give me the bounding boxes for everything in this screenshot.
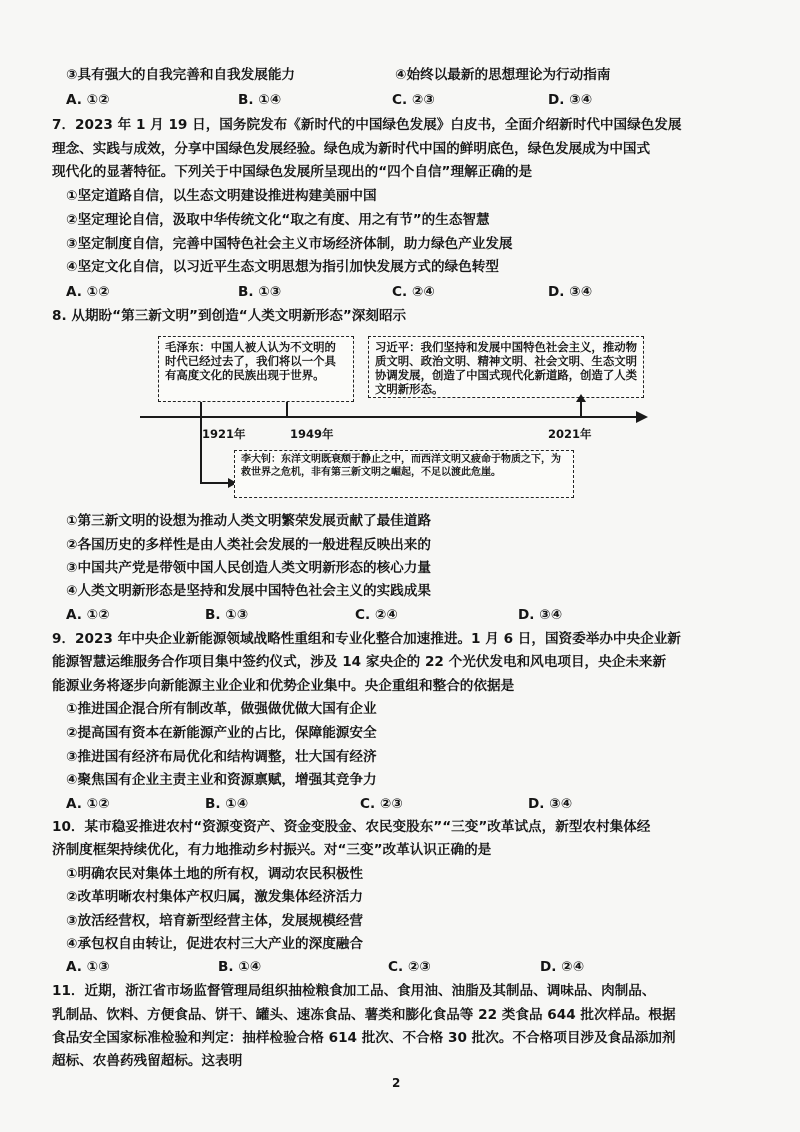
civilization-timeline-diagram bbox=[140, 330, 660, 500]
q6-option-d[interactable]: D. ③④ bbox=[548, 92, 593, 108]
li-quote-box: 李大钊：东洋文明既衰颓于静止之中，而西洋文明又疲命于物质之下，为救世界之危机，非有第三新文明之崛起，不足以渡此危崖。 bbox=[234, 450, 574, 498]
q10-option-d[interactable]: D. ②④ bbox=[540, 959, 585, 975]
timeline-axis bbox=[140, 416, 638, 418]
q9-option-a[interactable]: A. ①② bbox=[66, 796, 110, 812]
q6-statement-3: ③具有强大的自我完善和自我发展能力 bbox=[66, 67, 296, 83]
year-1921: 1921年 bbox=[202, 427, 246, 441]
q8-statement-3: ③中国共产党是带领中国人民创造人类文明新形态的核心力量 bbox=[66, 560, 431, 576]
q8-option-b[interactable]: B. ①③ bbox=[205, 607, 249, 623]
connector-1921 bbox=[200, 402, 202, 484]
timeline-arrow-icon bbox=[636, 411, 648, 423]
q10-statement-2: ②改革明晰农村集体产权归属，激发集体经济活力 bbox=[66, 889, 363, 905]
q7-stem-line-2: 理念、实践与成效，分享中国绿色发展经验。绿色成为新时代中国的鲜明底色，绿色发展成为中国式 bbox=[52, 141, 651, 157]
q7-option-a[interactable]: A. ①② bbox=[66, 284, 110, 300]
connector-1949 bbox=[286, 402, 288, 417]
q10-stem-line-1: 10．某市稳妥推进农村“资源变资产、资金变股金、农民变股东”“三变”改革试点，新型农村集体经 bbox=[52, 819, 651, 835]
xi-quote-box: 习近平：我们坚持和发展中国特色社会主义，推动物质文明、政治文明、精神文明、社会文明、生态文明协调发展，创造了中国式现代化新道路，创造了人类文明新形态。 bbox=[368, 336, 644, 398]
connector-2021 bbox=[580, 400, 582, 417]
q10-statement-4: ④承包权自由转让，促进农村三大产业的深度融合 bbox=[66, 936, 363, 952]
q8-statement-2: ②各国历史的多样性是由人类社会发展的一般进程反映出来的 bbox=[66, 537, 431, 553]
q9-option-c[interactable]: C. ②③ bbox=[360, 796, 403, 812]
q9-stem-line-3: 能源业务将逐步向新能源主业企业和优势企业集中。央企重组和整合的依据是 bbox=[52, 678, 515, 694]
q7-option-c[interactable]: C. ②④ bbox=[392, 284, 435, 300]
q11-stem-line-1: 11．近期，浙江省市场监督管理局组织抽检粮食加工品、食用油、油脂及其制品、调味品、肉制品、 bbox=[52, 983, 656, 999]
q7-statement-2: ②坚定理论自信，汲取中华传统文化“取之有度、用之有节”的生态智慧 bbox=[66, 212, 490, 228]
q10-statement-1: ①明确农民对集体土地的所有权，调动农民积极性 bbox=[66, 866, 363, 882]
q7-statement-4: ④坚定文化自信，以习近平生态文明思想为指引加快发展方式的绿色转型 bbox=[66, 259, 499, 275]
q8-option-a[interactable]: A. ①② bbox=[66, 607, 110, 623]
q7-option-b[interactable]: B. ①③ bbox=[238, 284, 282, 300]
year-2021: 2021年 bbox=[548, 427, 592, 441]
year-1949: 1949年 bbox=[290, 427, 334, 441]
q8-option-d[interactable]: D. ③④ bbox=[518, 607, 563, 623]
q10-option-a[interactable]: A. ①③ bbox=[66, 959, 110, 975]
mao-quote-box: 毛泽东：中国人被人认为不文明的时代已经过去了，我们将以一个具有高度文化的民族出现于世界。 bbox=[158, 336, 354, 402]
q7-statement-3: ③坚定制度自信，完善中国特色社会主义市场经济体制，助力绿色产业发展 bbox=[66, 236, 513, 252]
q10-option-b[interactable]: B. ①④ bbox=[218, 959, 262, 975]
q7-statement-1: ①坚定道路自信，以生态文明建设推进构建美丽中国 bbox=[66, 188, 377, 204]
q9-option-d[interactable]: D. ③④ bbox=[528, 796, 573, 812]
q9-statement-4: ④聚焦国有企业主责主业和资源禀赋，增强其竞争力 bbox=[66, 772, 377, 788]
q6-option-b[interactable]: B. ①④ bbox=[238, 92, 282, 108]
q9-stem-line-2: 能源智慧运维服务合作项目集中签约仪式，涉及 14 家央企的 22 个光伏发电和风电项目，央企未来新 bbox=[52, 654, 667, 670]
q10-option-c[interactable]: C. ②③ bbox=[388, 959, 431, 975]
q8-statement-4: ④人类文明新形态是坚持和发展中国特色社会主义的实践成果 bbox=[66, 583, 431, 599]
q6-statement-4: ④始终以最新的思想理论为行动指南 bbox=[395, 67, 611, 83]
q9-statement-2: ②提高国有资本在新能源产业的占比，保障能源安全 bbox=[66, 725, 377, 741]
q9-statement-3: ③推进国有经济布局优化和结构调整，壮大国有经济 bbox=[66, 749, 377, 765]
q9-option-b[interactable]: B. ①④ bbox=[205, 796, 249, 812]
connector-li-horizontal bbox=[200, 482, 230, 484]
q11-stem-line-2: 乳制品、饮料、方便食品、饼干、罐头、速冻食品、薯类和膨化食品等 22 类食品 644 批次样品。根据 bbox=[52, 1007, 676, 1023]
q8-stem: 8. 从期盼“第三新文明”到创造“人类文明新形态”深刻昭示 bbox=[52, 308, 407, 324]
q7-stem-line-3: 现代化的显著特征。下列关于中国绿色发展所呈现出的“四个自信”理解正确的是 bbox=[52, 164, 533, 180]
q6-option-a[interactable]: A. ①② bbox=[66, 92, 110, 108]
q9-statement-1: ①推进国企混合所有制改革，做强做优做大国有企业 bbox=[66, 701, 377, 717]
q6-option-c[interactable]: C. ②③ bbox=[392, 92, 435, 108]
q8-option-c[interactable]: C. ②④ bbox=[355, 607, 398, 623]
q8-statement-1: ①第三新文明的设想为推动人类文明繁荣发展贡献了最佳道路 bbox=[66, 513, 431, 529]
q11-stem-line-3: 食品安全国家标准检验和判定：抽样检验合格 614 批次、不合格 30 批次。不合格项目涉及食品添加剂 bbox=[52, 1030, 676, 1046]
page-number: 2 bbox=[392, 1076, 401, 1090]
q9-stem-line-1: 9．2023 年中央企业新能源领域战略性重组和专业化整合加速推进。1 月 6 日，国资委举办中央企业新 bbox=[52, 631, 681, 647]
q7-option-d[interactable]: D. ③④ bbox=[548, 284, 593, 300]
up-arrow-icon bbox=[576, 394, 586, 402]
q10-stem-line-2: 济制度框架持续优化，有力地推动乡村振兴。对“三变”改革认识正确的是 bbox=[52, 842, 492, 858]
q10-statement-3: ③放活经营权，培育新型经营主体，发展规模经营 bbox=[66, 913, 363, 929]
q11-stem-line-4: 超标、农兽药残留超标。这表明 bbox=[52, 1053, 243, 1069]
q7-stem-line-1: 7．2023 年 1 月 19 日，国务院发布《新时代的中国绿色发展》白皮书，全面介绍新时代中国绿色发展 bbox=[52, 117, 682, 133]
